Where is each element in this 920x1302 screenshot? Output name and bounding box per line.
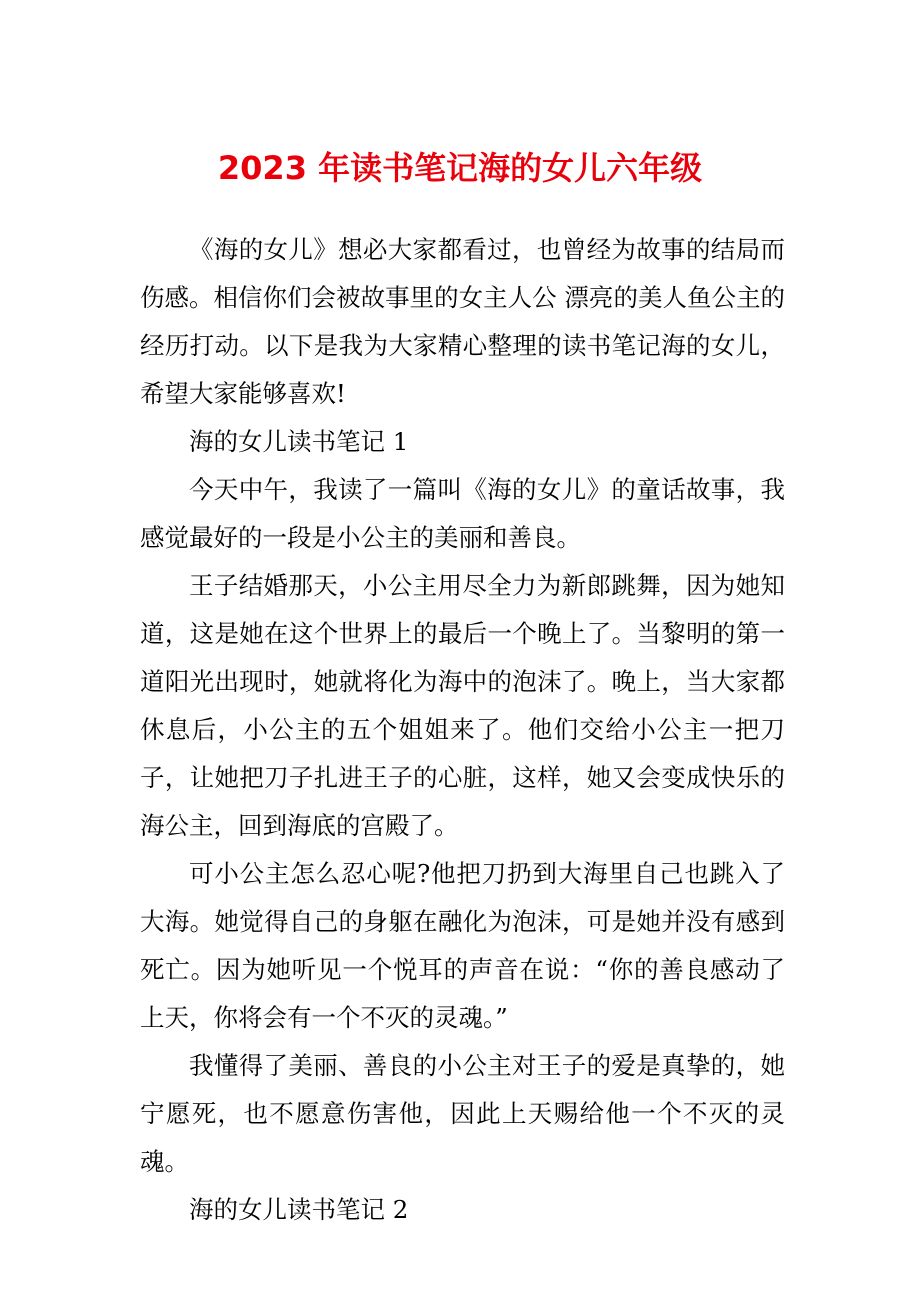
section-heading-2: 海的女儿读书笔记 2 (189, 1195, 409, 1224)
document-title: 2023 年读书笔记海的女儿六年级 (217, 149, 703, 187)
paragraph-1: 今天中午，我读了一篇叫《海的女儿》的童话故事，我感觉最好的一段是小公主的美丽和善良。 (140, 475, 785, 552)
intro-paragraph: 《海的女儿》想必大家都看过，也曾经为故事的结局而伤感。相信你们会被故事里的女主人公 漂亮的美人鱼公主的经历打动。以下是我为大家精心整理的读书笔记海的女儿，希望大家能够喜欢! (140, 235, 785, 408)
document-body (140, 226, 785, 1234)
section-heading-1: 海的女儿读书笔记 1 (189, 427, 409, 456)
paragraph-4: 我懂得了美丽、善良的小公主对王子的爱是真挚的，她宁愿死，也不愿意伤害他，因此上天赐给他一个不灭的灵魂。 (140, 1051, 785, 1176)
paragraph-3: 可小公主怎么忍心呢?他把刀扔到大海里自己也跳入了大海。她觉得自己的身躯在融化为泡沫，可是她并没有感到死亡。因为她听见一个悦耳的声音在说：“你的善良感动了上天，你将会有一个不灭的灵魂。” (140, 859, 785, 1032)
paragraph-2: 王子结婚那天，小公主用尽全力为新郎跳舞，因为她知道，这是她在这个世界上的最后一个晚上了。当黎明的第一道阳光出现时，她就将化为海中的泡沫了。晚上，当大家都休息后，小公主的五个姐姐来了。他们交给小公主一把刀子，让她把刀子扎进王子的心脏，这样，她又会变成快乐的海公主，回到海底的宫殿了。 (140, 571, 785, 840)
